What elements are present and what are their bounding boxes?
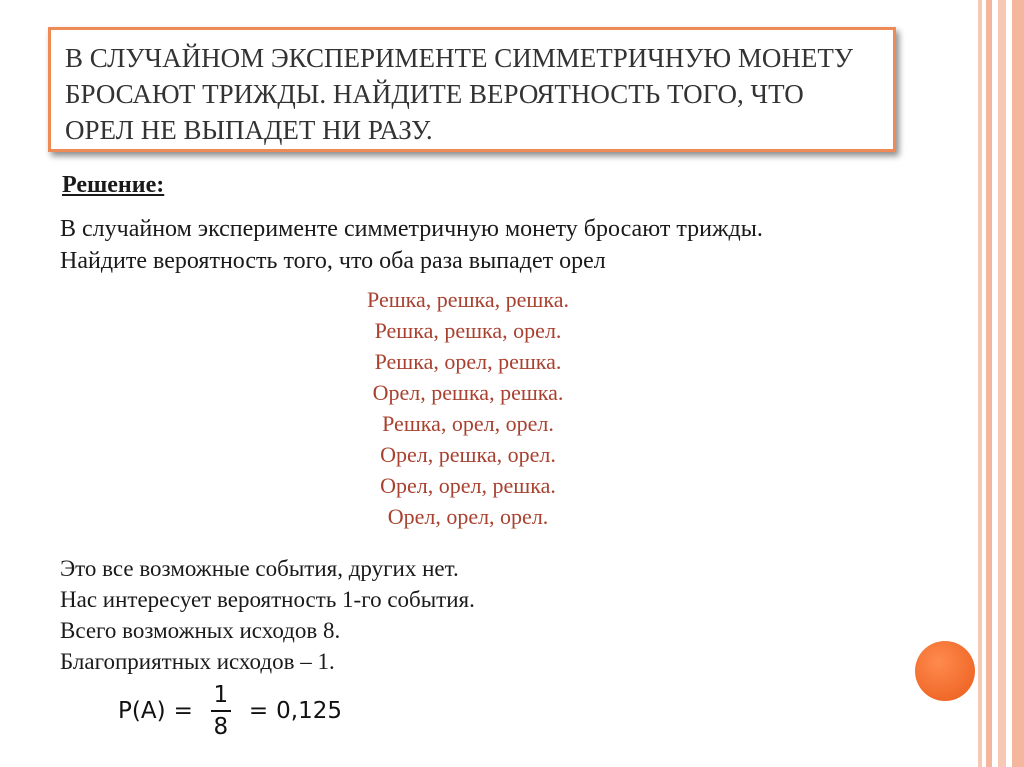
outcome-item: Решка, решка, орел. [374, 318, 562, 343]
conclusion-line: Всего возможных исходов 8. [60, 618, 341, 643]
outcome-item: Орел, решка, орел. [380, 442, 556, 467]
probability-formula [118, 680, 342, 742]
fraction [211, 681, 231, 741]
conclusion-line: Это все возможные события, других нет. [60, 556, 459, 581]
formula-result: 0,125 [276, 698, 342, 724]
fraction-denominator: 8 [213, 714, 229, 740]
outcome-item: Решка, орел, орел. [382, 411, 554, 436]
equals-sign: = [248, 698, 269, 724]
intro-line: В случайном эксперименте симметричную монету бросают трижды. [60, 216, 763, 242]
solution-intro [60, 213, 860, 277]
problem-statement-box [48, 27, 896, 152]
outcomes-list [268, 284, 668, 532]
conclusion-line: Нас интересует вероятность 1-го события. [60, 587, 475, 612]
outcome-item: Орел, орел, орел. [387, 504, 549, 529]
outcome-item: Орел, решка, решка. [372, 380, 564, 405]
orange-circle-decoration [915, 641, 975, 701]
outcome-item: Решка, решка, решка. [367, 287, 569, 312]
decorative-side-stripes [972, 0, 1024, 767]
equals-sign: = [173, 698, 193, 724]
intro-line: Найдите вероятность того, что оба раза выпадет орел [60, 248, 606, 274]
solution-heading: Решение: [62, 172, 165, 198]
fraction-bar [211, 710, 231, 712]
formula-lhs: P(A) [118, 698, 166, 724]
problem-text: В СЛУЧАЙНОМ ЭКСПЕРИМЕНТЕ СИММЕТРИЧНУЮ МОНЕТУ БРОСАЮТ ТРИЖДЫ. НАЙДИТЕ ВЕРОЯТНОСТЬ ТОГО, ЧТО ОРЕЛ НЕ ВЫПАДЕТ НИ РАЗУ. [65, 43, 854, 145]
conclusion-line: Благоприятных исходов – 1. [60, 649, 335, 674]
outcome-item: Решка, орел, решка. [374, 349, 562, 374]
outcome-item: Орел, орел, решка. [380, 473, 556, 498]
fraction-numerator: 1 [213, 682, 229, 708]
conclusion-block [60, 553, 760, 677]
